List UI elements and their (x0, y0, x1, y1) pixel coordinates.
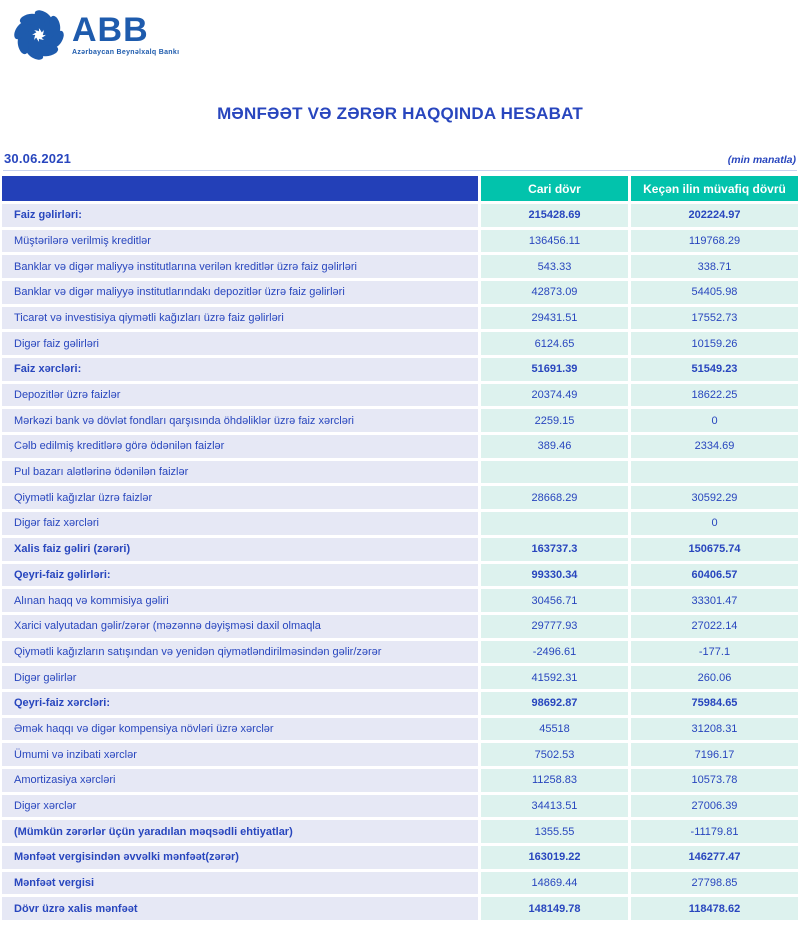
row-label: Cəlb edilmiş kreditlərə görə ödənilən faizlər (2, 435, 478, 458)
row-value-previous: 10159.26 (631, 332, 798, 355)
row-value-previous: 30592.29 (631, 486, 798, 509)
row-label: Mənfəət vergisi (2, 872, 478, 895)
report-date: 30.06.2021 (4, 151, 72, 166)
row-value-previous: 338.71 (631, 255, 798, 278)
row-value-previous: 150675.74 (631, 538, 798, 561)
column-header-blank (2, 176, 478, 201)
row-label: Pul bazarı alətlərinə ödənilən faizlər (2, 461, 478, 484)
row-value-current: 28668.29 (481, 486, 628, 509)
logo-text (72, 11, 180, 56)
meta-row (3, 148, 797, 171)
row-label: (Mümkün zərərlər üçün yaradılan məqsədli ehtiyatlar) (2, 820, 478, 843)
column-header-current: Cari dövr (481, 176, 628, 201)
row-value-current: 45518 (481, 718, 628, 741)
row-label: Ümumi və inzibati xərclər (2, 743, 478, 766)
row-label: Banklar və digər maliyyə institutlarına verilən kreditlər üzrə faiz gəlirləri (2, 255, 478, 278)
row-label: Xalis faiz gəliri (zərəri) (2, 538, 478, 561)
row-value-current: 2259.15 (481, 409, 628, 432)
row-value-current: 1355.55 (481, 820, 628, 843)
row-value-previous: -11179.81 (631, 820, 798, 843)
page-title: MƏNFƏƏT VƏ ZƏRƏR HAQQINDA HESABAT (217, 104, 583, 123)
row-label: Digər faiz gəlirləri (2, 332, 478, 355)
row-label: Dövr üzrə xalis mənfəət (2, 897, 478, 920)
row-value-current (481, 512, 628, 535)
row-value-previous: 2334.69 (631, 435, 798, 458)
logo-subtitle: Azərbaycan Beynəlxalq Bankı (72, 48, 180, 56)
row-value-current: 41592.31 (481, 666, 628, 689)
row-value-current: 6124.65 (481, 332, 628, 355)
row-label: Amortizasiya xərcləri (2, 769, 478, 792)
row-value-current: 14869.44 (481, 872, 628, 895)
row-value-previous: 51549.23 (631, 358, 798, 381)
row-label: Qiymətli kağızlar üzrə faizlər (2, 486, 478, 509)
abb-swirl-icon (12, 8, 66, 62)
row-value-previous: 27006.39 (631, 795, 798, 818)
row-value-previous: 0 (631, 409, 798, 432)
pl-table (2, 176, 798, 920)
row-value-previous: 60406.57 (631, 564, 798, 587)
row-value-current: 543.33 (481, 255, 628, 278)
row-label: Faiz xərcləri: (2, 358, 478, 381)
row-value-current: 389.46 (481, 435, 628, 458)
row-label: Depozitlər üzrə faizlər (2, 384, 478, 407)
row-label: Mənfəət vergisindən əvvəlki mənfəət(zərər) (2, 846, 478, 869)
row-label: Qeyri-faiz xərcləri: (2, 692, 478, 715)
row-value-current: 30456.71 (481, 589, 628, 612)
row-value-previous: 146277.47 (631, 846, 798, 869)
row-value-previous: 31208.31 (631, 718, 798, 741)
row-value-previous: 17552.73 (631, 307, 798, 330)
row-label: Qeyri-faiz gəlirləri: (2, 564, 478, 587)
abb-logo (0, 0, 800, 64)
row-label: Mərkəzi bank və dövlət fondları qarşısında öhdəliklər üzrə faiz xərcləri (2, 409, 478, 432)
row-value-previous (631, 461, 798, 484)
row-value-current: 51691.39 (481, 358, 628, 381)
row-label: Əmək haqqı və digər kompensiya növləri üzrə xərclər (2, 718, 478, 741)
row-label: Alınan haqq və kommisiya gəliri (2, 589, 478, 612)
row-value-current: 148149.78 (481, 897, 628, 920)
row-value-current: 34413.51 (481, 795, 628, 818)
row-label: Ticarət və investisiya qiymətli kağızları üzrə faiz gəlirləri (2, 307, 478, 330)
column-header-previous: Keçən ilin müvafiq dövrü (631, 176, 798, 201)
row-value-current: 136456.11 (481, 230, 628, 253)
row-value-previous: 7196.17 (631, 743, 798, 766)
row-value-previous: -177.1 (631, 641, 798, 664)
row-value-current: -2496.61 (481, 641, 628, 664)
logo-wordmark: ABB (72, 11, 149, 50)
row-value-previous: 54405.98 (631, 281, 798, 304)
row-value-current: 7502.53 (481, 743, 628, 766)
row-label: Digər faiz xərcləri (2, 512, 478, 535)
row-value-previous: 202224.97 (631, 204, 798, 227)
row-value-previous: 75984.65 (631, 692, 798, 715)
row-value-current (481, 461, 628, 484)
row-value-previous: 10573.78 (631, 769, 798, 792)
row-value-current: 99330.34 (481, 564, 628, 587)
row-label: Xarici valyutadan gəlir/zərər (məzənnə dəyişməsi daxil olmaqla (2, 615, 478, 638)
row-value-current: 29431.51 (481, 307, 628, 330)
row-label: Digər gəlirlər (2, 666, 478, 689)
row-value-previous: 27022.14 (631, 615, 798, 638)
row-value-previous: 0 (631, 512, 798, 535)
row-value-current: 98692.87 (481, 692, 628, 715)
row-label: Qiymətli kağızların satışından və yenidən qiymətləndirilməsindən gəlir/zərər (2, 641, 478, 664)
row-value-previous: 27798.85 (631, 872, 798, 895)
row-value-current: 29777.93 (481, 615, 628, 638)
row-value-current: 20374.49 (481, 384, 628, 407)
row-label: Müştərilərə verilmiş kreditlər (2, 230, 478, 253)
row-value-current: 163019.22 (481, 846, 628, 869)
row-value-previous: 18622.25 (631, 384, 798, 407)
row-value-current: 215428.69 (481, 204, 628, 227)
row-value-previous: 260.06 (631, 666, 798, 689)
unit-note: (min manatla) (727, 154, 796, 166)
row-value-current: 163737.3 (481, 538, 628, 561)
row-label: Faiz gəlirləri: (2, 204, 478, 227)
row-value-previous: 33301.47 (631, 589, 798, 612)
row-value-current: 42873.09 (481, 281, 628, 304)
row-label: Banklar və digər maliyyə institutlarındakı depozitlər üzrə faiz gəlirləri (2, 281, 478, 304)
row-label: Digər xərclər (2, 795, 478, 818)
row-value-previous: 119768.29 (631, 230, 798, 253)
row-value-previous: 118478.62 (631, 897, 798, 920)
row-value-current: 11258.83 (481, 769, 628, 792)
